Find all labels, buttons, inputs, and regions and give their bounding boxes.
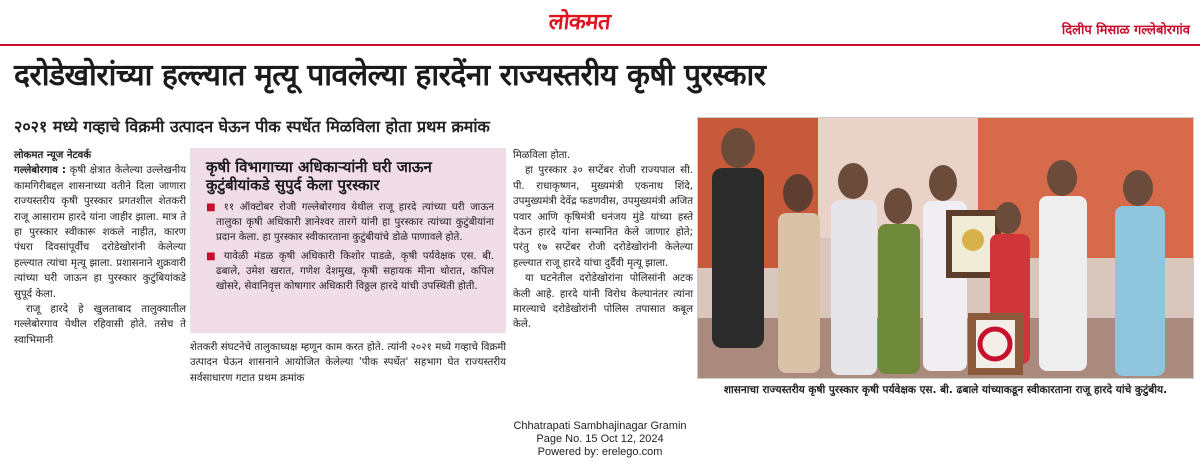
dateline: गल्लेबोरगाव : [14, 165, 66, 177]
paragraph: राजू हारदे हे खुलताबाद तालुक्यातील गल्लेबोरगाव येथील रहिवासी होते. तसेच ते स्वाभिमानी [14, 304, 186, 346]
subheadline: २०२१ मध्ये गव्हाचे विक्रमी उत्पादन घेऊन पीक स्पर्धेत मिळविला होता प्रथम क्रमांक [14, 117, 490, 136]
page-number-date: Page No. 15 Oct 12, 2024 [536, 433, 664, 445]
byline: दिलीप मिसाळ गल्लेबोरगांव [1061, 23, 1190, 38]
award-ceremony-photo [698, 118, 1194, 379]
lokmat-logo: लोकमत [547, 10, 612, 35]
highlight-box [190, 148, 506, 333]
paragraph: हा पुरस्कार ३० सप्टेंबर रोजी राज्यपाल सी. पी. राधाकृष्णन, मुख्यमंत्री एकनाथ शिंदे, उपमुख्यमंत्री देवेंद्र फडणवीस, उपमुख्यमंत्री अजित पवार आणि कृषिमंत्री धनंजय मुंडे यांच्या हस्ते देऊन हारदे यांना सन्मानित केले जाणार होते; परंतु १७ सप्टेंबर रोजी दरोडेखोरांनी केलेल्या हल्ल्यात राजू हारदे यांचा दुर्दैवी मृत्यू झाला. [513, 165, 693, 269]
edition-name: Chhatrapati Sambhajinagar Gramin [513, 420, 687, 432]
article-column-2-continued: शेतकरी संघटनेचे तालुकाध्यक्ष म्हणून काम करत होते. त्यांनी २०२१ मध्ये गव्हाचे विक्रमी उत्पादन घेऊन शासनाने आयोजित केलेल्या 'पीक स्पर्धेत' सहभाग घेत राज्यस्तरीय सर्वसाधारण गटात प्रथम क्रमांक [190, 342, 506, 384]
photo-caption: शासनाचा राज्यस्तरीय कृषी पुरस्कार कृषी पर्यवेक्षक एस. बी. ढबाले यांच्याकडून स्वीकारताना राजू हारदे यांचे कुटुंबीय. [723, 384, 1168, 396]
paragraph: या घटनेतील दरोडेखोरांना पोलिसांनी अटक केली आहे. हारदे यांनी विरोध केल्यानंतर त्यांना मारल्याचे दरोडेखोरांनी पोलिस तपासात कबूल केले. [513, 273, 693, 331]
article-column-1 [14, 148, 186, 348]
lead-text: कृषी क्षेत्रात केलेल्या उल्लेखनीय कामगिरीबद्दल शासनाच्या वतीने दिला जाणारा राज्यस्तरीय कृषी पुरस्कार प्रगतशील शेतकरी राजू आसाराम हारदे यांना जाहीर झाला. मात्र ते हा पुरस्कार स्वीकारू शकले नाहीत, कारण पंधरा दिवसांपूर्वीच दरोडेखोरांनी केलेल्या हल्ल्यात त्यांचा मृत्यू झाला. प्रशासनाने शुक्रवारी त्यांच्या घरी जाऊन हा पुरस्कार कुटुंबियांकडे सुपूर्द केला. [14, 165, 186, 300]
masthead [0, 0, 1200, 44]
headline: दरोडेखोरांच्या हल्ल्यात मृत्यू पावलेल्या हारदेंना राज्यस्तरीय कृषी पुरस्कार [14, 58, 766, 93]
powered-by-link[interactable]: Powered by: erelego.com [537, 446, 663, 458]
bullet-square-icon: ■ [206, 202, 218, 213]
lead-paragraph [14, 163, 186, 302]
bullet-text: यावेळी मंडळ कृषी अधिकारी किशोर पाडळे, कृषी पर्यवेक्षक एस. बी. ढबाले, उमेश खरात, गणेश देशमुख, कृषी सहायक मीना थोरात, कपिल खोसरे, सेवानिवृत्त कोषागार अधिकारी विठ्ठल हारदे यांची उपस्थिती होती. [216, 251, 494, 292]
header-rule [0, 44, 1200, 46]
bullet-text: ११ ऑक्टोबर रोजी गल्लेबोरगाव येथील राजू हारदे त्यांच्या घरी जाऊन तालुका कृषी अधिकारी ज्ञानेश्वर तारगे यांनी हा पुरस्कार त्यांच्या कुटुंबीयांना प्रदान केला. हा पुरस्कार स्वीकारताना कुटुंबीयांचे डोळे पाणावले होते. [216, 202, 494, 243]
page-footer [0, 420, 1200, 459]
news-photo [697, 117, 1194, 379]
box-bullet [206, 249, 494, 294]
paragraph: मिळविला होता. [513, 150, 571, 161]
bullet-square-icon: ■ [206, 251, 219, 262]
article-column-3 [513, 148, 693, 333]
news-source: लोकमत न्यूज नेटवर्क [14, 150, 92, 161]
box-title: कृषी विभागाच्या अधिकाऱ्यांनी घरी जाऊन कुटुंबीयांकडे सुपुर्द केला पुरस्कार [206, 158, 432, 194]
box-bullet [206, 200, 494, 245]
